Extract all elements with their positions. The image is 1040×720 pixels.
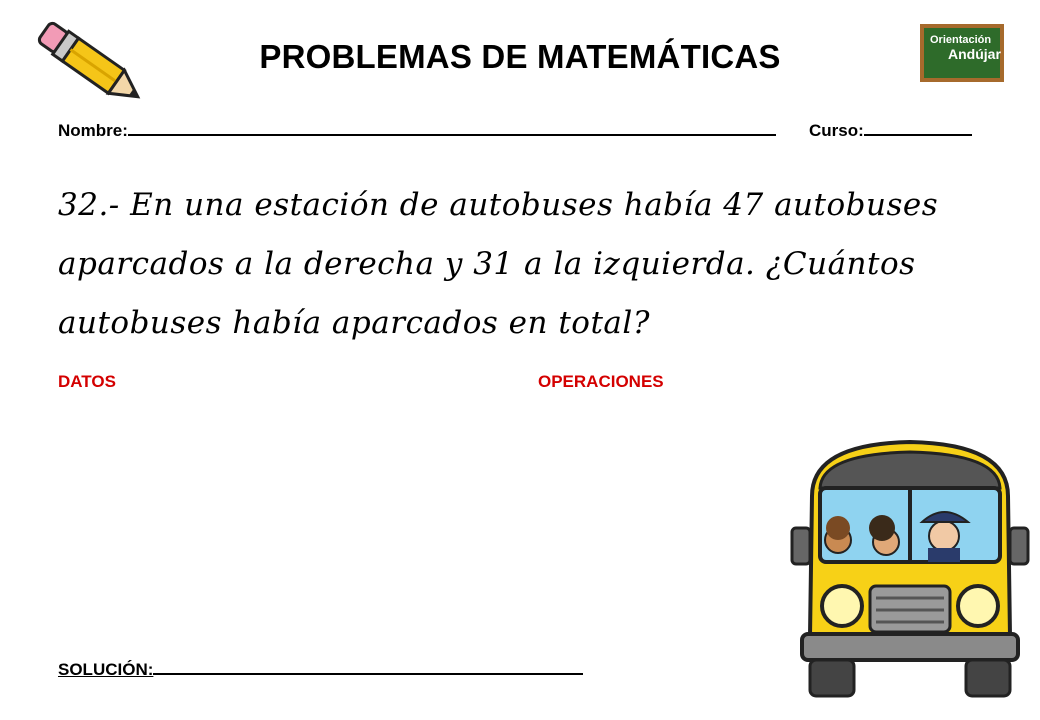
curso-label: Curso: (809, 121, 864, 140)
logo-text-line2: Andújar (948, 46, 1001, 62)
problem-line-1: 32.- En una estación de autobuses había 47 autobuses (58, 187, 939, 223)
problem-statement (58, 176, 958, 353)
nombre-underline[interactable] (128, 120, 776, 136)
problem-line-3: autobuses había aparcados en total? (58, 305, 650, 341)
school-bus-illustration (790, 436, 1030, 706)
nombre-field[interactable] (58, 120, 776, 141)
datos-label: DATOS (58, 372, 116, 391)
logo-text-line1: Orientación (930, 34, 992, 46)
operaciones-label: OPERACIONES (538, 372, 664, 391)
chalkboard-logo (920, 24, 1004, 82)
solucion-label: SOLUCIÓN: (58, 660, 154, 679)
curso-underline[interactable] (864, 120, 972, 136)
nombre-label: Nombre: (58, 121, 128, 140)
curso-field[interactable] (809, 120, 972, 141)
problem-line-2: aparcados a la derecha y 31 a la izquierda. ¿Cuántos (58, 246, 916, 282)
solucion-field[interactable] (58, 659, 583, 680)
page-title: PROBLEMAS DE MATEMÁTICAS (259, 38, 781, 75)
solucion-underline[interactable] (153, 659, 583, 675)
